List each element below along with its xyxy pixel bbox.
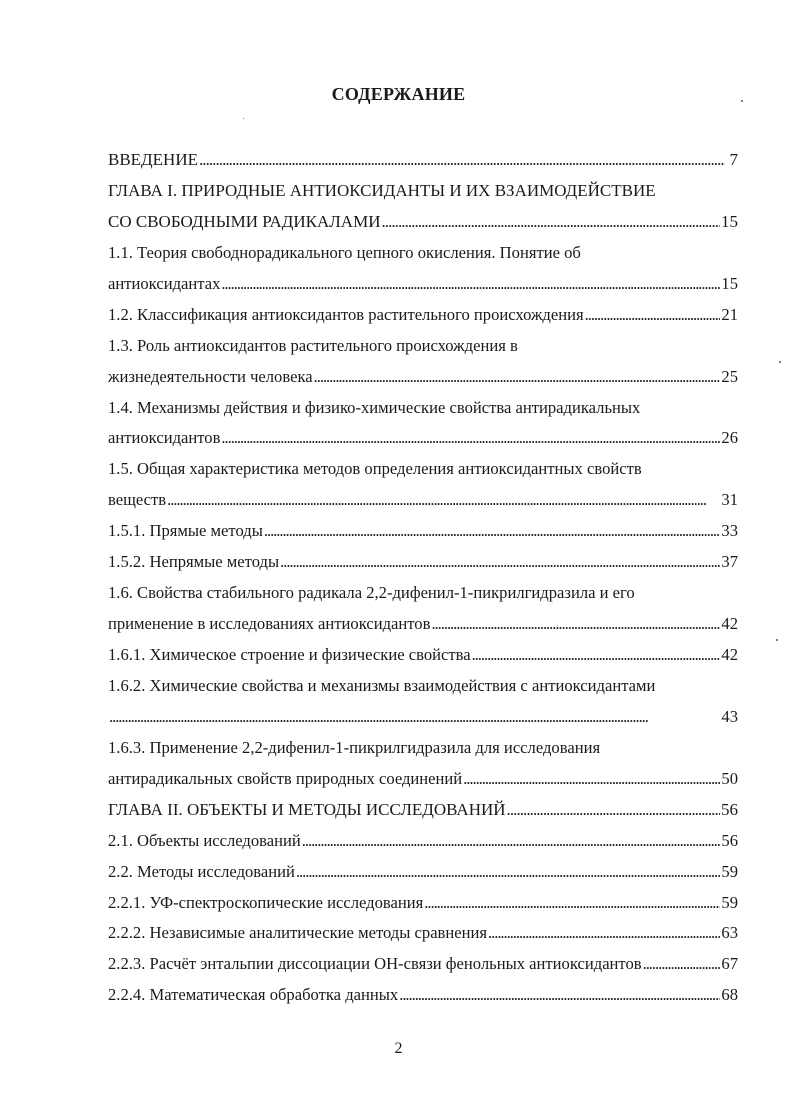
toc-entry-page: 25 [721, 366, 738, 386]
toc-entry-page: 42 [721, 614, 738, 634]
toc-entry[interactable] [108, 516, 738, 547]
toc-entry[interactable] [108, 826, 738, 857]
toc-entry[interactable] [108, 145, 738, 176]
dot-leader [167, 485, 720, 516]
toc-entry-title: 2.2.2. Независимые аналитические методы сравнения [108, 923, 488, 943]
dot-leader [199, 145, 725, 176]
dot-leader [302, 826, 721, 857]
toc-entry-title[interactable]: 1.6.3. Применение 2,2-дифенил-1-пикрилгидразила для исследования [108, 737, 601, 757]
toc-entry-title[interactable]: 1.6.2. Химические свойства и механизмы взаимодействия с антиоксидантами [108, 675, 656, 695]
toc-entry-page: 37 [721, 552, 738, 572]
scan-speck [779, 361, 781, 363]
toc-entry[interactable] [108, 949, 738, 980]
dot-leader [221, 269, 720, 300]
dot-leader [399, 980, 720, 1011]
toc-entry-title: 2.2.4. Математическая обработка данных [108, 985, 399, 1005]
toc-entry[interactable] [108, 362, 738, 393]
toc-entry-page: 15 [721, 211, 738, 231]
dot-leader [472, 640, 721, 671]
toc-entry-title[interactable]: 1.6. Свойства стабильного радикала 2,2-дифенил-1-пикрилгидразила и его [108, 583, 635, 603]
toc-entry[interactable] [108, 857, 738, 888]
toc-entry-title: антирадикальных свойств природных соединений [108, 768, 463, 788]
toc-entry-page: 15 [721, 273, 738, 293]
toc-entry-page: 67 [721, 954, 738, 974]
dot-leader [585, 300, 721, 331]
toc-entry[interactable] [108, 269, 738, 300]
toc-entry[interactable] [108, 485, 738, 516]
scan-speck [557, 625, 558, 626]
toc-entry-page: 56 [721, 830, 738, 850]
toc-entry[interactable] [108, 702, 738, 733]
toc-entry-title: 2.2. Методы исследований [108, 861, 295, 881]
toc-entry-page: 43 [721, 706, 738, 726]
toc-entry-page: 68 [721, 985, 738, 1005]
toc-entry-page: 59 [721, 892, 738, 912]
dot-leader [264, 516, 721, 547]
dot-leader [314, 362, 721, 393]
dot-leader [221, 423, 720, 454]
toc-entry-page: 31 [721, 490, 738, 510]
toc-entry[interactable] [108, 795, 738, 826]
toc-entry-title: жизнедеятельности человека [108, 366, 313, 386]
dot-leader [381, 207, 720, 238]
toc-entry-page: 63 [721, 923, 738, 943]
scan-speck [776, 639, 778, 641]
dot-leader [507, 795, 720, 826]
toc-entry-title: 1.2. Классификация антиоксидантов растительного происхождения [108, 304, 584, 324]
dot-leader [280, 547, 720, 578]
toc-entry[interactable] [108, 640, 738, 671]
toc-entry-title: 1.5.2. Непрямые методы [108, 552, 280, 572]
toc-entry-title: ВВЕДЕНИЕ [108, 150, 198, 169]
scan-speck [243, 118, 244, 119]
toc-entry-title: 2.2.1. УФ-спектроскопические исследования [108, 892, 424, 912]
toc-entry[interactable] [108, 547, 738, 578]
dot-leader [488, 918, 720, 949]
toc-entry-page: 33 [721, 521, 738, 541]
page-number: 2 [394, 1040, 403, 1057]
toc-entry[interactable] [108, 918, 738, 949]
toc-entry-title[interactable]: 1.1. Теория свободнорадикального цепного окисления. Понятие об [108, 242, 581, 262]
toc-entry[interactable] [108, 207, 738, 238]
toc-entry-title: 2.2.3. Расчёт энтальпии диссоциации ОН-связи фенольных антиоксидантов [108, 954, 642, 974]
toc-entry-title[interactable]: ГЛАВА I. ПРИРОДНЫЕ АНТИОКСИДАНТЫ И ИХ ВЗАИМОДЕЙСТВИЕ [108, 180, 656, 200]
toc-entry-page: 42 [721, 645, 738, 664]
dot-leader [296, 857, 720, 888]
toc-entry[interactable] [108, 888, 738, 919]
dot-leader [643, 949, 721, 980]
toc-entry-title: 1.5.1. Прямые методы [108, 521, 263, 541]
toc-entry-page: 26 [721, 428, 738, 448]
dot-leader [424, 888, 720, 919]
scan-speck [741, 100, 743, 102]
toc-entry-title: применение в исследованиях антиоксидантов [108, 614, 431, 634]
toc-entry[interactable] [108, 980, 738, 1011]
toc-entry-title[interactable]: 1.4. Механизмы действия и физико-химические свойства антирадикальных [108, 397, 641, 417]
toc-entry-page: 50 [721, 768, 738, 788]
toc-entry-title: 1.6.1. Химическое строение и физические свойства [108, 645, 471, 664]
toc-entry-title: антиоксидантов [108, 428, 221, 448]
dot-leader [431, 609, 720, 640]
toc-entry-page: 7 [729, 150, 738, 169]
toc-entry[interactable] [108, 300, 738, 331]
dot-leader [463, 764, 720, 795]
toc-entry-title[interactable]: 1.5. Общая характеристика методов определения антиоксидантных свойств [108, 459, 642, 479]
table-of-contents [108, 145, 738, 1011]
page-title: СОДЕРЖАНИЕ [331, 84, 466, 104]
toc-entry-title: 2.1. Объекты исследований [108, 830, 301, 850]
toc-entry-title: антиоксидантах [108, 273, 221, 293]
toc-entry[interactable] [108, 423, 738, 454]
toc-entry-page: 21 [721, 304, 738, 324]
toc-entry-page: 56 [721, 799, 738, 819]
toc-entry-title: ГЛАВА II. ОБЪЕКТЫ И МЕТОДЫ ИССЛЕДОВАНИЙ [108, 799, 506, 819]
toc-entry[interactable] [108, 764, 738, 795]
dot-leader [109, 702, 720, 733]
toc-entry-title[interactable]: 1.3. Роль антиоксидантов растительного происхождения в [108, 335, 518, 355]
toc-entry-page: 59 [721, 861, 738, 881]
toc-entry[interactable] [108, 609, 738, 640]
toc-entry-title: веществ [108, 490, 167, 510]
toc-entry-title: СО СВОБОДНЫМИ РАДИКАЛАМИ [108, 211, 381, 231]
